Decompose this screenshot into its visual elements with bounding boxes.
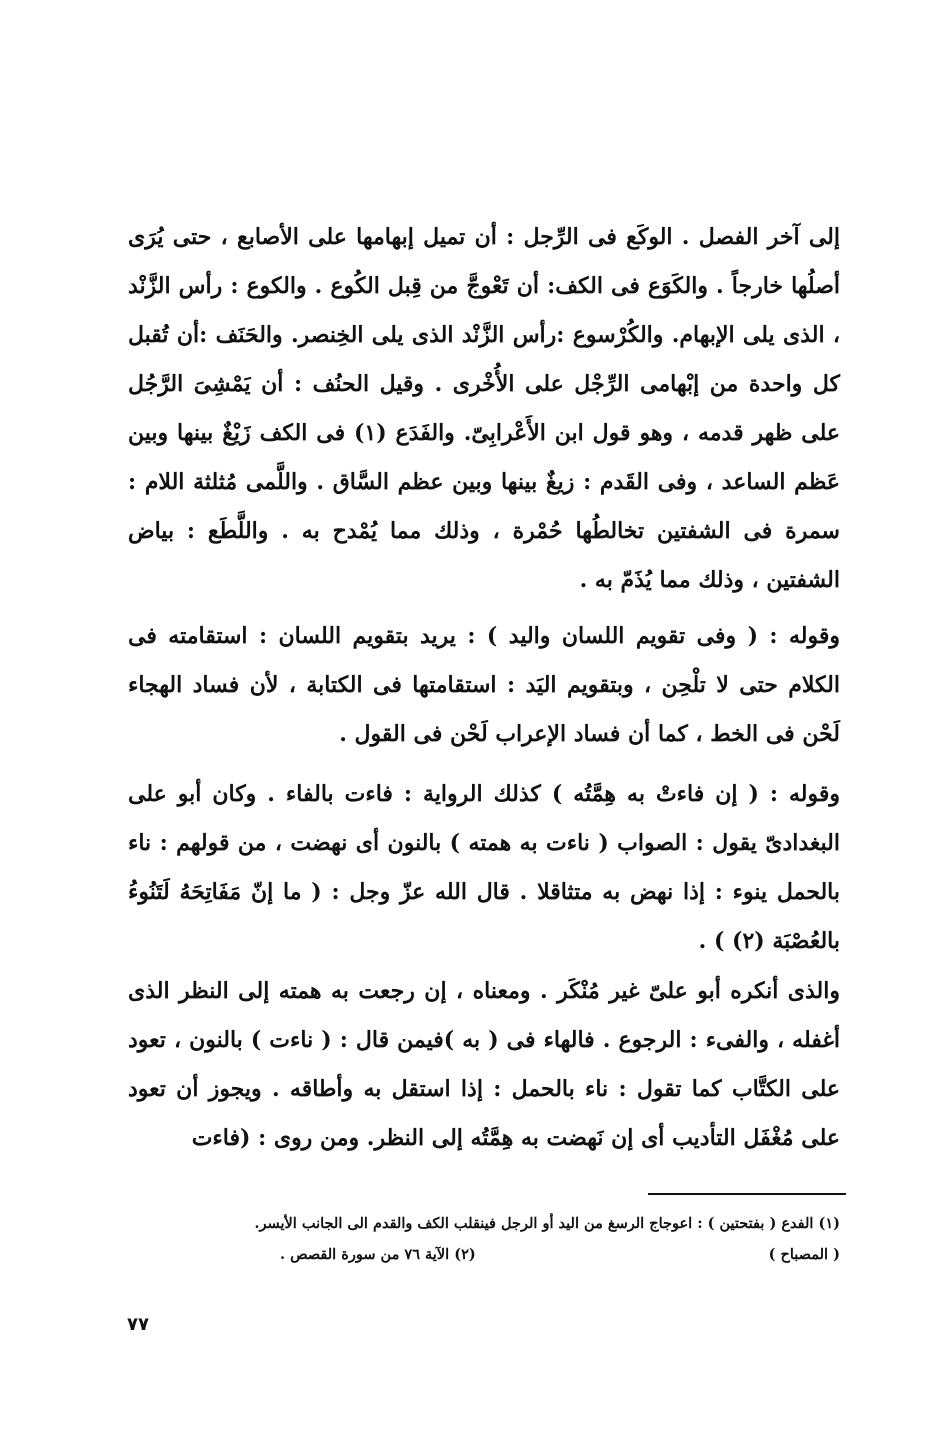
footnotes	[130, 1208, 840, 1270]
footnote-1-source: ( المصباح )	[768, 1246, 840, 1263]
paragraph-3	[128, 770, 840, 966]
paragraph-1-text: إلى آخر الفصل . الوكَع فى الرِّجل : أن تميل إبهامها على الأصابع ، حتى يُرَى أصلُها خارجاً . والكَوَع فى الكف: أن تَعْوجَّ من قِبل الكُوع . والكوع : رأس الزَّنْد ، الذى يلى الإبهام. والكُرْسوع :رأس الزَّنْد الذى يلى الخِنصر. والحَنَف :أن تُقبل كل واحدة من إبْهامى الرِّجْل على الأُخْرى . وقيل الحنُف : أن يَمْشِىَ الرَّجُل على ظهر قدمه ، وهو قول ابن الأَعْرابِىّ. والفَدَع (١) فى الكف زَيْغٌ بينها وبين عَظم الساعد ، وفى القَدم : زيغٌ بينها وبين عظم السَّاق . واللَّمى مُثلثة اللام : سمرة فى الشفتين تخالطُها حُمْرة ، وذلك مما يُمْدح به . واللَّطَع : بياض الشفتين ، وذلك مما يُذَمّ به .	[128, 224, 840, 593]
footnote-row-2	[280, 1239, 840, 1270]
paragraph-2	[128, 612, 840, 759]
footnote-divider	[648, 1193, 846, 1195]
paragraph-3-text: وقوله : ( إن فاءتْ به هِمَّتُه ) كذلك الرواية : فاءت بالفاء . وكان أبو على البغدادىّ يقول : الصواب ( ناءت به همته ) بالنون أى نهضت ، من قولهم : ناء بالحمل ينوء : إذا نهض به متثاقلا . قال الله عزّ وجل : ( ما إنّ مَفَاتِحَهُ لَتَنُوءُ بالعُصْبَة (٢) ) .	[128, 781, 840, 954]
page-number: ٧٧	[127, 1314, 149, 1335]
paragraph-4-text: والذى أنكره أبو علىّ غير مُنْكَر . ومعناه ، إن رجعت به همته إلى النظر الذى أغفله ، والفىء : الرجوع . فالهاء فى ( به )فيمن قال : ( ناءت ) بالنون ، تعود على الكتَّاب كما تقول : ناء بالحمل : إذا استقل به وأطاقه . ويجوز أن تعود على مُغْفَل التأديب أى إن نَهضت به هِمَّتُه إلى النظر. ومن روى : (فاءت	[128, 978, 840, 1151]
paragraph-2-text: وقوله : ( وفى تقويم اللسان واليد ) : يريد بتقويم اللسان : استقامته فى الكلام حتى لا تلْحِن ، وبتقويم اليَد : استقامتها فى الكتابة ، لأن فساد الهجاء لَحْن فى الخط ، كما أن فساد الإعراب لَحْن فى القول .	[128, 623, 840, 747]
footnote-1: (١) الفدع ( بفتحتين ) : اعوجاج الرسغ من اليد أو الرجل فينقلب الكف والقدم الى الجانب الأيسر.	[254, 1215, 840, 1232]
paragraph-1	[128, 213, 840, 605]
paragraph-4	[128, 967, 840, 1163]
footnote-2: (٢) الآية ٧٦ من سورة القصص .	[280, 1246, 476, 1263]
